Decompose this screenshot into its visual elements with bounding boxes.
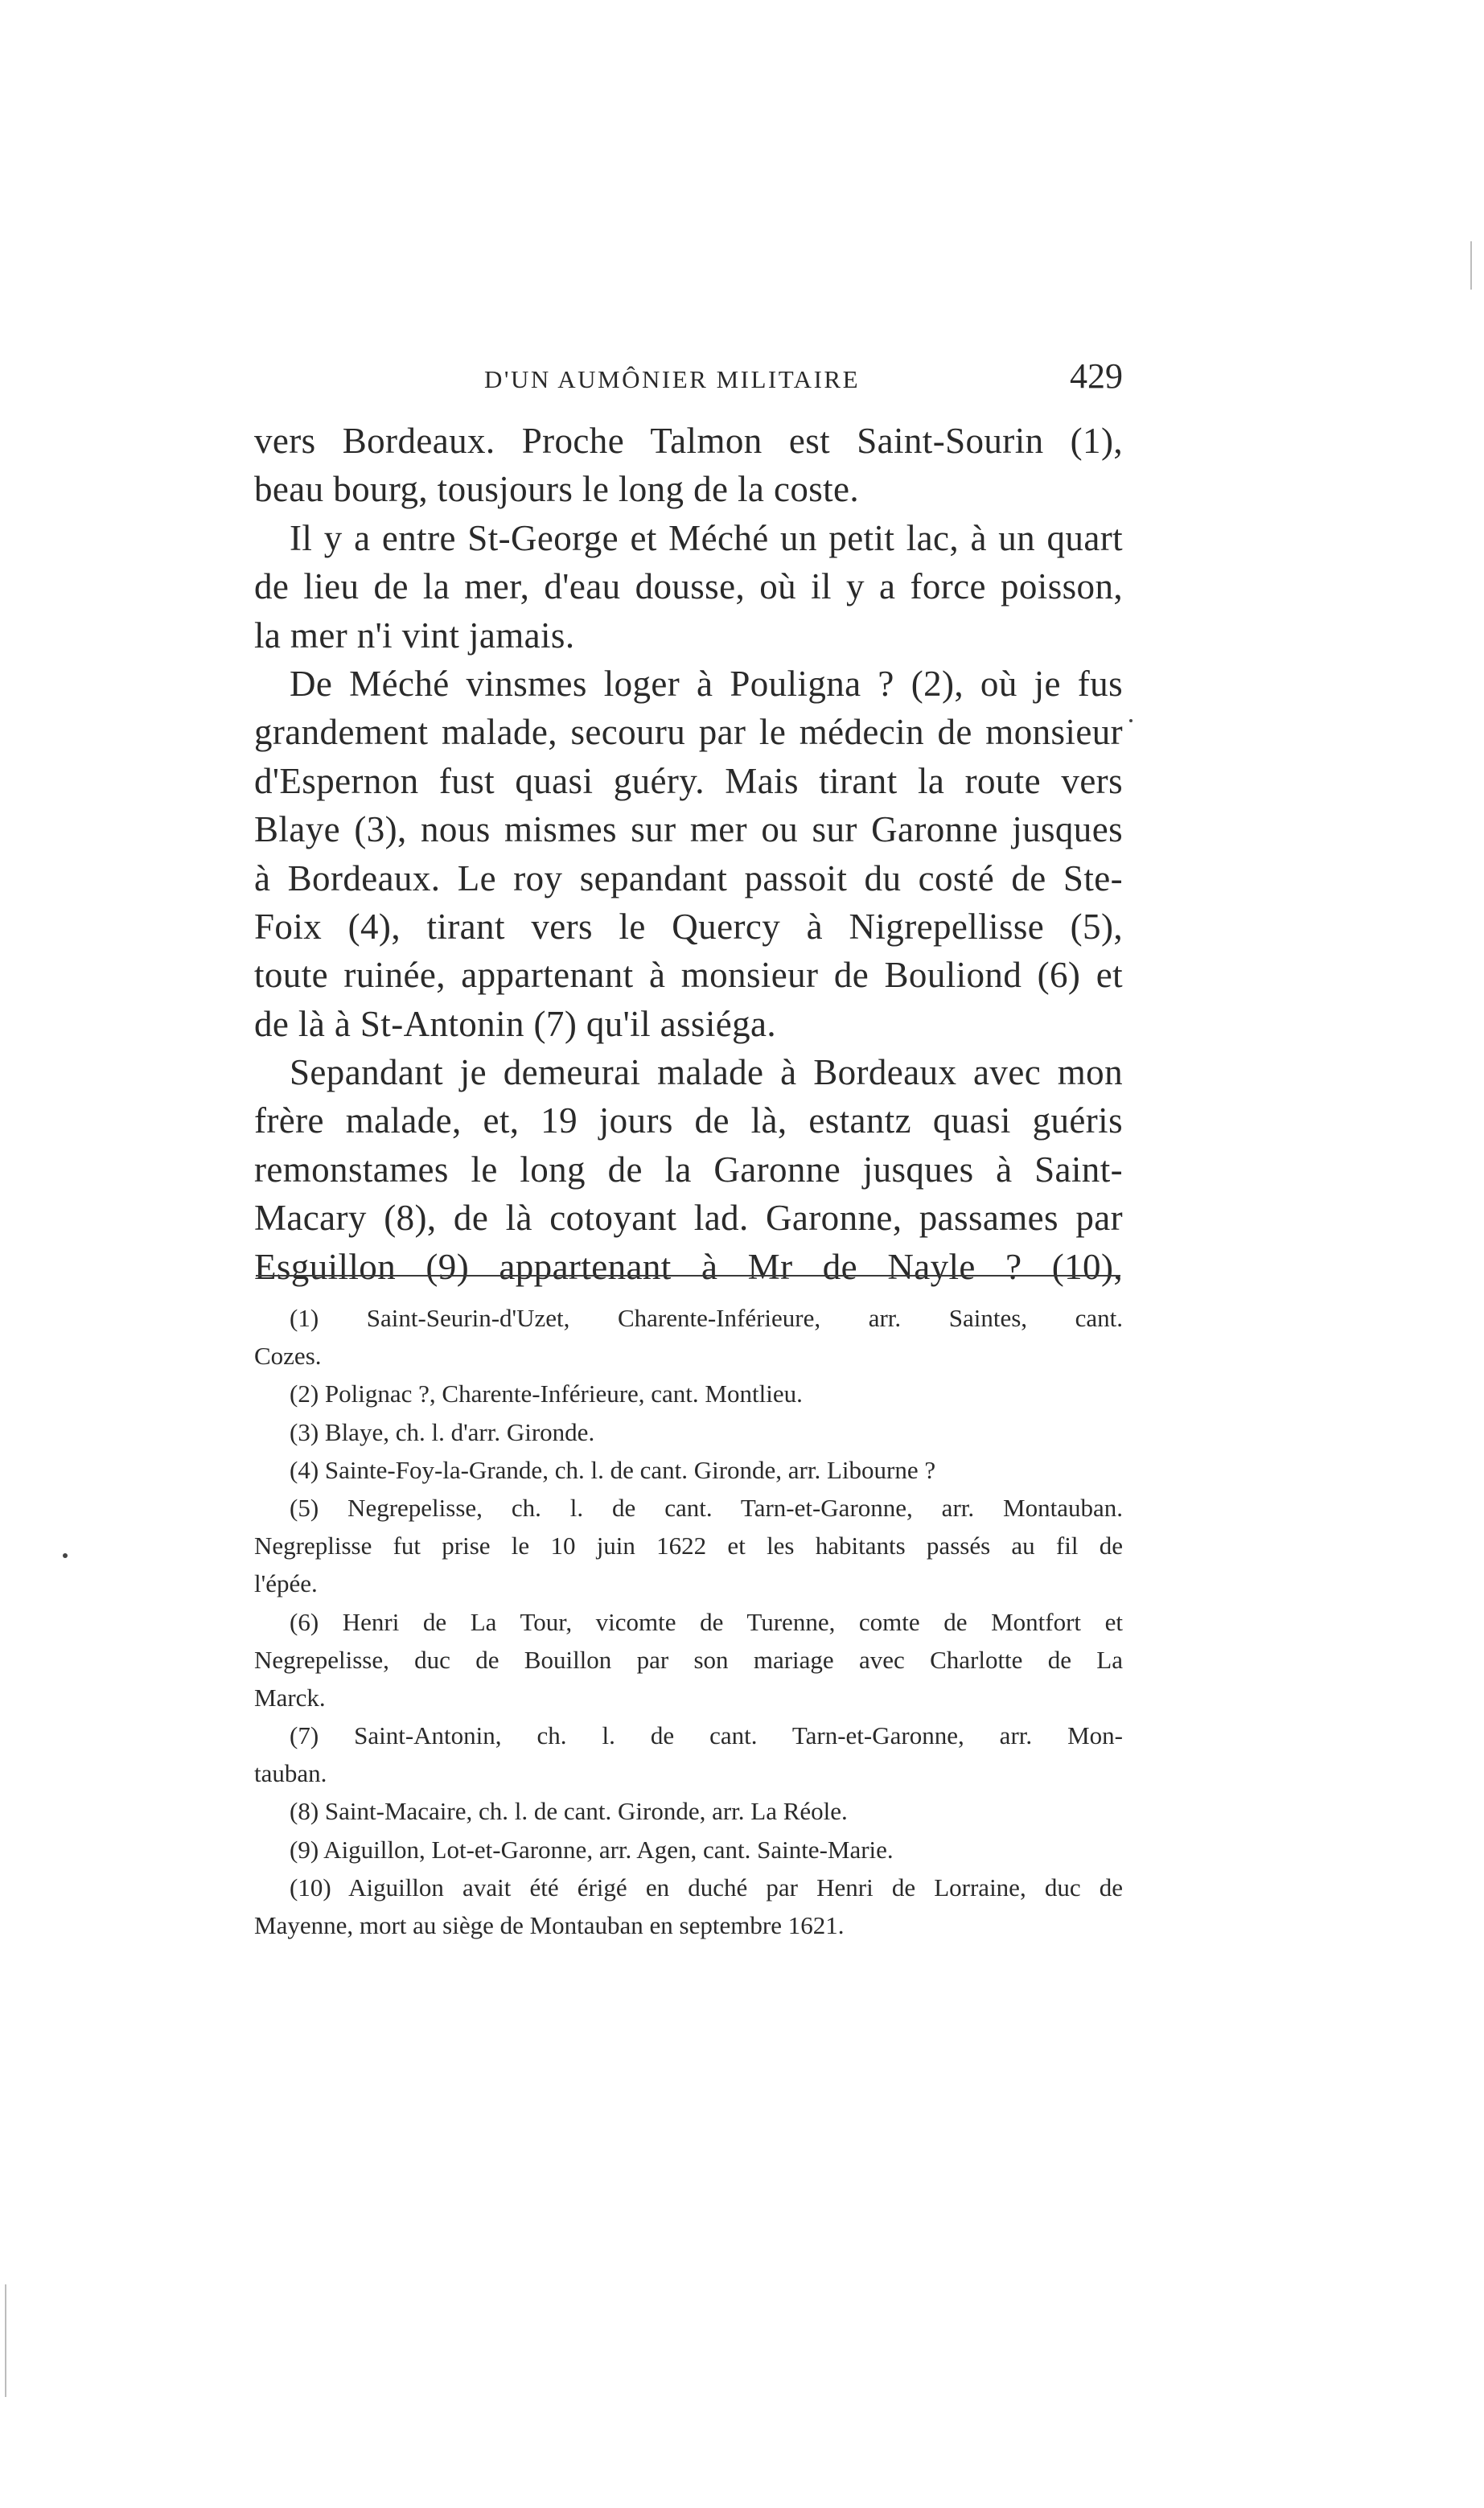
body-line: Sepandant je demeurai malade à Bordeaux avec mon <box>290 1052 1123 1093</box>
footnote-line: (1) Saint-Seurin-d'Uzet, Charente-Inférieure, arr. Saintes, cant. <box>290 1304 1123 1332</box>
footnote-line: Mayenne, mort au siège de Montauban en septembre 1621. <box>254 1911 845 1939</box>
footnote-line: (9) Aiguillon, Lot-et-Garonne, arr. Agen, cant. Sainte-Marie. <box>290 1835 894 1864</box>
footnote-line: (8) Saint-Macaire, ch. l. de cant. Gironde, arr. La Réole. <box>290 1797 848 1826</box>
body-line: De Méché vinsmes loger à Pouligna ? (2), où je fus <box>290 663 1123 704</box>
body-line: vers Bordeaux. Proche Talmon est Saint-Sourin (1), <box>254 421 1123 461</box>
scan-edge-mark <box>1470 241 1472 290</box>
footnote-line: (2) Polignac ?, Charente-Inférieure, cant. Montlieu. <box>290 1379 803 1408</box>
body-line: de là à St-Antonin (7) qu'il assiéga. <box>254 1003 777 1044</box>
footnote-line: Negreplisse fut prise le 10 juin 1622 et les habitants passés au fil de <box>254 1532 1123 1560</box>
body-line: frère malade, et, 19 jours de là, estantz quasi guéris <box>254 1100 1123 1141</box>
margin-speck <box>63 1553 68 1558</box>
footnote-line: (4) Sainte-Foy-la-Grande, ch. l. de cant. Gironde, arr. Libourne ? <box>290 1455 936 1484</box>
body-line: Macary (8), de là cotoyant lad. Garonne, passames par <box>254 1198 1123 1239</box>
body-line: Foix (4), tirant vers le Quercy à Nigrepellisse (5), <box>254 906 1123 947</box>
body-line: la mer n'i vint jamais. <box>254 615 575 656</box>
footnote-line: (6) Henri de La Tour, vicomte de Turenne, comte de Montfort et <box>290 1607 1123 1636</box>
body-line: grandement malade, secouru par le médecin de monsieur <box>254 712 1123 753</box>
running-head <box>254 351 1123 399</box>
footnote-rule <box>256 1275 1120 1277</box>
body-line: Esguillon (9) appartenant à Mr de Nayle ? (10), <box>254 1246 1123 1287</box>
footnotes <box>254 1299 1123 1944</box>
footnote-line: (7) Saint-Antonin, ch. l. de cant. Tarn-et-Garonne, arr. Mon- <box>290 1721 1123 1750</box>
scan-edge-mark <box>5 2284 6 2397</box>
footnote-line: tauban. <box>254 1759 327 1788</box>
footnote-line: (10) Aiguillon avait été érigé en duché par Henri de Lorraine, duc de <box>290 1873 1123 1902</box>
body-line: de lieu de la mer, d'eau dousse, où il y a force poisson, <box>254 566 1123 607</box>
body-line: beau bourg, tousjours le long de la coste. <box>254 469 860 510</box>
body-text <box>254 417 1123 1291</box>
footnote-line: l'épée. <box>254 1569 318 1598</box>
footnote-line: (5) Negrepelisse, ch. l. de cant. Tarn-et-Garonne, arr. Montauban. <box>290 1493 1123 1522</box>
body-line: d'Espernon fust quasi guéry. Mais tirant la route vers <box>254 760 1123 801</box>
body-line: Il y a entre St-George et Méché un petit lac, à un quart <box>290 517 1123 558</box>
page-number: 429 <box>1070 356 1123 396</box>
margin-speck <box>1129 719 1133 722</box>
footnote-line: Marck. <box>254 1683 326 1712</box>
running-title: D'UN AUMÔNIER MILITAIRE <box>484 365 861 393</box>
body-line: toute ruinée, appartenant à monsieur de Bouliond (6) et <box>254 955 1123 996</box>
footnote-line: Cozes. <box>254 1342 322 1371</box>
footnote-line: Negrepelisse, duc de Bouillon par son mariage avec Charlotte de La <box>254 1645 1123 1674</box>
body-line: Blaye (3), nous mismes sur mer ou sur Garonne jusques <box>254 809 1123 850</box>
footnote-line: (3) Blaye, ch. l. d'arr. Gironde. <box>290 1417 595 1446</box>
body-line: remonstames le long de la Garonne jusques à Saint- <box>254 1149 1123 1190</box>
body-line: à Bordeaux. Le roy sepandant passoit du costé de Ste- <box>254 857 1123 898</box>
